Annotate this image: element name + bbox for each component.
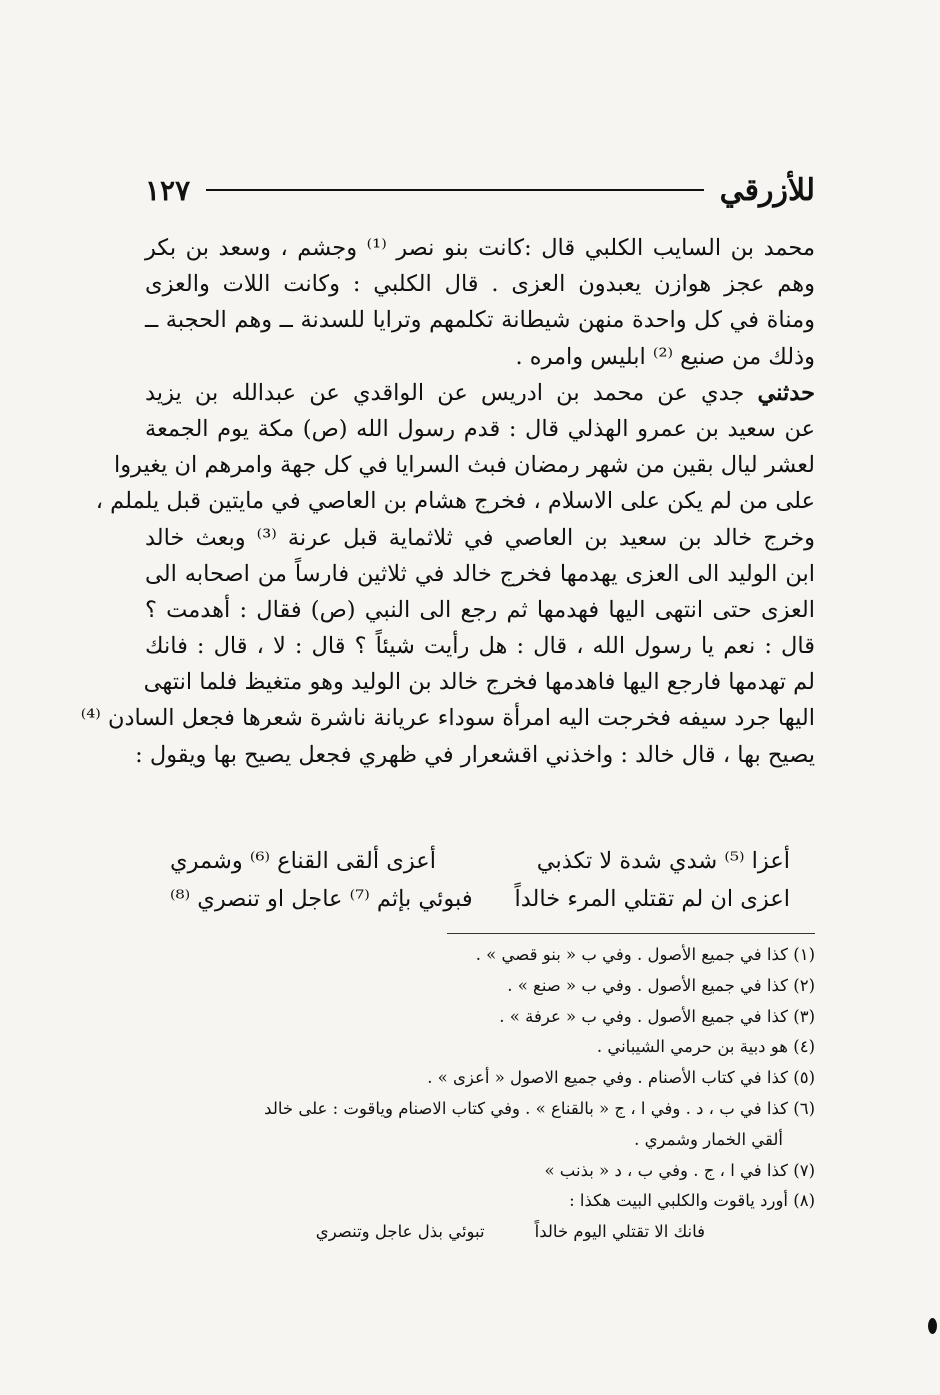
poem-verse — [170, 842, 790, 918]
footnote: (٥) كذا في كتاب الأصنام . وفي جميع الاصول « أعزى » . — [427, 1068, 815, 1088]
footnote: (١) كذا في جميع الأصول . وفي ب « بنو قصي » . — [475, 945, 815, 964]
footnote-separator — [447, 933, 815, 934]
footnote-verse-first: فانك الا تقتلي اليوم خالداً — [534, 1222, 705, 1242]
footnote-verse — [145, 1217, 815, 1247]
lead-word: حدثني — [757, 379, 815, 406]
footnote: (٧) كذا في ا ، ج . وفي ب ، د « بذنب » — [544, 1160, 815, 1180]
text-line: يصيح بها ، قال خالد : واخذني اقشعرار في ظهري فجعل يصيح بها ويقول : — [135, 741, 815, 768]
main-text — [80, 230, 815, 773]
header-rule — [206, 189, 704, 191]
footnote: (٣) كذا في جميع الأصول . وفي ب « عرفة » . — [499, 1006, 815, 1026]
text-line-content: جدي عن محمد بن ادريس عن الواقدي عن عبدالله بن يزيد — [145, 379, 745, 406]
text-line: وهم عجز هوازن يعبدون العزى . قال الكلبي : وكانت اللات والعزى — [145, 271, 815, 298]
page-header — [145, 170, 815, 210]
verse-hemistich-second: أعزى ألقى القناع ⁽⁶⁾ وشمري — [170, 848, 436, 874]
text-line: قال : نعم يا رسول الله ، قال : هل رأيت شيئاً ؟ قال : لا ، قال : فانك — [145, 633, 815, 660]
text-line: وخرج خالد بن سعيد بن العاصي في ثلاثماية قبل عرنة ⁽³⁾ وبعث خالد — [145, 524, 815, 551]
verse-line — [170, 880, 790, 918]
footnote: (٤) هو دبية بن حرمي الشيباني . — [596, 1037, 815, 1057]
verse-line — [170, 842, 790, 880]
text-line: العزى حتى انتهى اليها فهدمها ثم رجع الى النبي (ص) فقال : أهدمت ؟ — [145, 596, 815, 623]
text-line: وذلك من صنيع ⁽²⁾ ابليس وامره . — [515, 343, 815, 370]
page-number: ١٢٧ — [145, 173, 191, 207]
running-title: للأزرقي — [719, 172, 815, 208]
footnotes — [145, 940, 815, 1247]
text-line: لعشر ليال بقين من شهر رمضان فبث السرايا في كل جهة وامرهم ان يغيروا — [113, 452, 815, 479]
verse-hemistich-first: أعزا ⁽⁵⁾ شدي شدة لا تكذبي — [536, 848, 790, 874]
footnote-continuation: ألقي الخمار وشمري . — [634, 1129, 783, 1149]
text-line: على من لم يكن على الاسلام ، فخرج هشام بن العاصي في مايتين قبل يلملم ، — [95, 488, 815, 515]
verse-hemistich-second: فبوئي بإثم ⁽⁷⁾ عاجل او تنصري ⁽⁸⁾ — [170, 886, 473, 912]
text-line: اليها جرد سيفه فخرجت اليه امرأة سوداء عريانة ناشرة شعرها فجعل السادن ⁽⁴⁾ — [80, 705, 815, 732]
footnote: (٢) كذا في جميع الأصول . وفي ب « صنع » . — [507, 975, 815, 995]
text-line: محمد بن السايب الكلبي قال :كانت بنو نصر ⁽¹⁾ وجشم ، وسعد بن بكر — [145, 235, 815, 261]
text-line — [145, 375, 815, 411]
text-line: ابن الوليد الى العزى يهدمها فخرج خالد في ثلاثين فارساً من اصحابه الى — [145, 560, 815, 587]
footnote-verse-second: تبوئي بذل عاجل وتنصري — [315, 1222, 485, 1242]
footnote: (٦) كذا في ب ، د . وفي ا ، ج « بالقناع » . وفي كتاب الاصنام وياقوت : على خالد — [264, 1098, 815, 1118]
verse-hemistich-first: اعزى ان لم تقتلي المرء خالداً — [514, 886, 790, 912]
footnote: (٨) أورد ياقوت والكلبي البيت هكذا : — [569, 1191, 815, 1211]
ink-mark — [928, 1318, 937, 1334]
text-line: ومناة في كل واحدة منهن شيطانة تكلمهم وترايا للسدنة ــ وهم الحجبة ــ — [145, 307, 815, 334]
text-line: عن سعيد بن عمرو الهذلي قال : قدم رسول الله (ص) مكة يوم الجمعة — [145, 415, 815, 442]
text-line: لم تهدمها فارجع اليها فاهدمها فخرج خالد بن الوليد وهو متغيظ فلما انتهى — [143, 669, 815, 696]
